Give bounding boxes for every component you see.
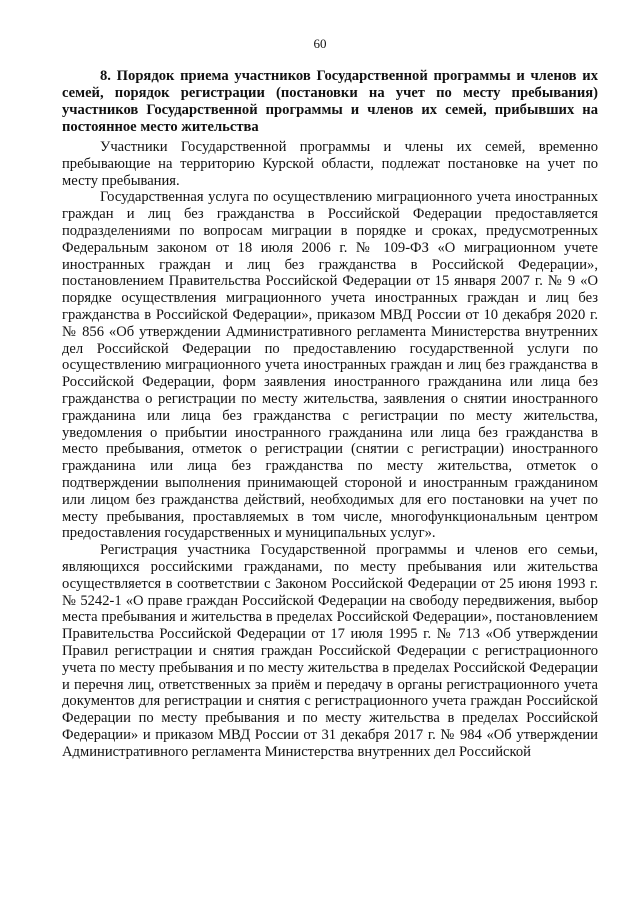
paragraph-registration-citizens: Регистрация участника Государственной программы и членов его семьи, являющихся российскими гражданами, по месту пребывания или жительства осуществляется в соответствии с Законом Российской Федерации от 25 июня 1993 г. № 5242-1 «О праве граждан Российской Федерации на свободу передвижения, выбор места пребывания и жительства в пределах Российской Федерации», постановлением Правительства Российской Федерации от 17 июля 1995 г. № 713 «Об утверждении Правил регистрации и снятия граждан Российской Федерации с регистрационного учета по месту пребывания и по месту жительства в пределах Российской Федерации и перечня лиц, ответственных за приём и передачу в органы регистрационного учета документов для регистрации и снятия с регистрационного учета граждан Российской Федерации по месту пребывания и по месту жительства в пределах Российской Федерации» и приказом МВД России от 31 декабря 2017 г. № 984 «Об утверждении Административного регламента Министерства внутренних дел Российской [62,542,598,760]
paragraph-temporary-stay: Участники Государственной программы и члены их семей, временно пребывающие на территорию Курской области, подлежат постановке на учет по месту пребывания. [62,139,598,189]
paragraph-migration-service: Государственная услуга по осуществлению миграционного учета иностранных граждан и лиц без гражданства в Российской Федерации предоставляется подразделениями по вопросам миграции в порядке и сроках, предусмотренных Федеральным законом от 18 июля 2006 г. № 109-ФЗ «О миграционном учете иностранных граждан и лиц без гражданства в Российской Федерации», постановлением Правительства Российской Федерации от 15 января 2007 г. № 9 «О порядке осуществления миграционного учета иностранных граждан и лиц без гражданства в Российской Федерации», приказом МВД России от 10 декабря 2020 г. № 856 «Об утверждении Административного регламента Министерства внутренних дел Российской Федерации по предоставлению государственной услуги по осуществлению миграционного учета иностранных граждан и лиц без гражданства в Российской Федерации, форм заявления иностранного гражданина или лица без гражданства о регистрации по месту жительства, заявления о снятии иностранного гражданина или лица без гражданства с регистрации по месту жительства, уведомления о прибытии иностранного гражданина или лица без гражданства в место пребывания, отметок о регистрации (снятии с регистрации) иностранного гражданина или лица без гражданства по месту жительства, отметок о подтверждении выполнения принимающей стороной и иностранным гражданином или лицом без гражданства действий, необходимых для его постановки на учет по месту пребывания, проставляемых в том числе, многофункциональным центром предоставления государственных и муниципальных услуг». [62,189,598,542]
section-heading: 8. Порядок приема участников Государственной программы и членов их семей, порядок регистрации (постановки на учет по месту пребывания) участников Государственной программы и членов их семей, прибывших на постоянное место жительства [62,68,598,135]
section-content [62,68,598,760]
page-number: 60 [313,36,327,51]
